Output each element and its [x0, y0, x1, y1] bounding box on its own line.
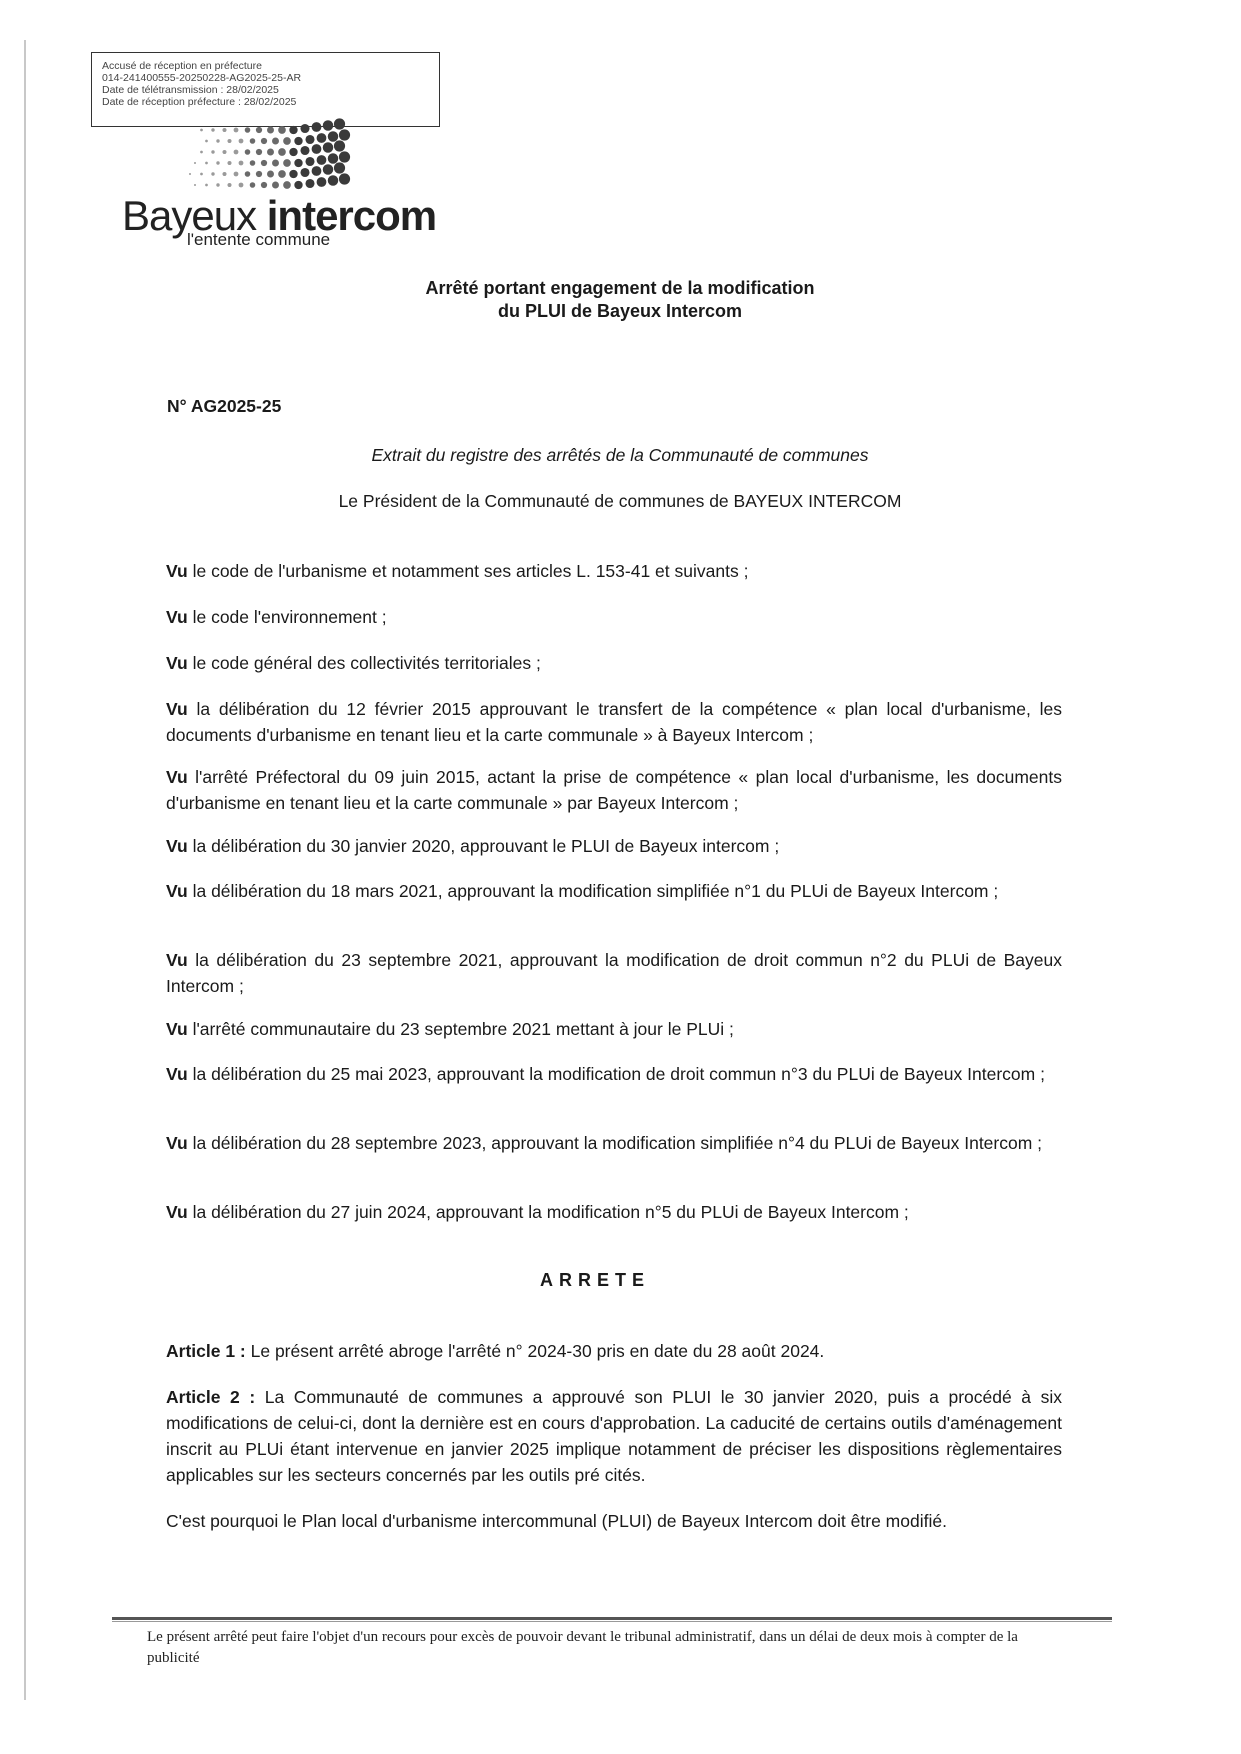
- consideration-2: Vu le code l'environnement ;: [166, 607, 387, 627]
- consideration-11: Vu la délibération du 28 septembre 2023, approuvant la modification simplifiée n°4 du PLUi de Bayeux Intercom ;: [166, 1133, 1043, 1153]
- logo-name-bold: intercom: [266, 192, 437, 239]
- logo-tagline: l'entente commune: [187, 230, 331, 249]
- prefecture-receipt-stamp: [91, 52, 440, 127]
- consideration-8: Vu la délibération du 23 septembre 2021, approuvant la modification de droit commun n°2 du PLUi de Bayeux Intercom ;: [166, 950, 1062, 996]
- stamp-line: Accusé de réception en préfecture: [102, 60, 262, 72]
- consideration-9: Vu l'arrêté communautaire du 23 septembre 2021 mettant à jour le PLUi ;: [166, 1019, 734, 1039]
- stamp-line: Date de réception préfecture : 28/02/2025: [102, 96, 297, 108]
- article-2: Article 2 : La Communauté de communes a approuvé son PLUI le 30 janvier 2020, puis a procédé à six modifications de celui-ci, dont la dernière est en cours d'approbation. La caducité de certains outils d'aménagement inscrit au PLUi étant intervenue en janvier 2025 implique notamment de préciser les dispositions règlementaires applicables sur les secteurs concernés par les outils pré cités.: [166, 1387, 1062, 1485]
- stamp-line: 014-241400555-20250228-AG2025-25-AR: [102, 72, 302, 84]
- register-extract: Extrait du registre des arrêtés de la Communauté de communes: [371, 445, 869, 465]
- consideration-7: Vu la délibération du 18 mars 2021, approuvant la modification simplifiée n°1 du PLUi de Bayeux Intercom ;: [166, 881, 999, 901]
- footer-rule-thin: [112, 1621, 1112, 1622]
- document-title-line-1: Arrêté portant engagement de la modification: [425, 278, 815, 298]
- consideration-6: Vu la délibération du 30 janvier 2020, approuvant le PLUI de Bayeux intercom ;: [166, 836, 780, 856]
- consideration-10: Vu la délibération du 25 mai 2023, approuvant la modification de droit commun n°3 du PLUi de Bayeux Intercom ;: [166, 1064, 1045, 1084]
- footer-legal-notice: Le présent arrêté peut faire l'objet d'un recours pour excès de pouvoir devant le tribunal administratif, dans un délai de deux mois à compter de la publicité: [147, 1629, 1018, 1666]
- consideration-3: Vu le code général des collectivités territoriales ;: [166, 653, 541, 673]
- consideration-5: Vu l'arrêté Préfectoral du 09 juin 2015, actant la prise de compétence « plan local d'urbanisme, les documents d'urbanisme en tenant lieu et la carte communale » par Bayeux Intercom ;: [166, 767, 1062, 813]
- consideration-12: Vu la délibération du 27 juin 2024, approuvant la modification n°5 du PLUi de Bayeux Intercom ;: [166, 1202, 909, 1222]
- scan-edge: [24, 40, 26, 1700]
- consideration-1: Vu le code de l'urbanisme et notamment ses articles L. 153-41 et suivants ;: [166, 561, 749, 581]
- logo-name-regular: Bayeux: [122, 192, 257, 239]
- arrete-heading: ARRETE: [540, 1270, 651, 1290]
- logo-dots-icon: [180, 118, 360, 198]
- consideration-4: Vu la délibération du 12 février 2015 approuvant le transfert de la compétence « plan local d'urbanisme, les documents d'urbanisme en tenant lieu et la carte communale » à Bayeux Intercom ;: [166, 699, 1062, 745]
- document-title-line-2: du PLUI de Bayeux Intercom: [497, 301, 743, 321]
- president-line: Le Président de la Communauté de communes de BAYEUX INTERCOM: [338, 491, 902, 511]
- stamp-line: Date de télétransmission : 28/02/2025: [102, 84, 279, 96]
- article-1: Article 1 : Le présent arrêté abroge l'arrêté n° 2024-30 pris en date du 28 août 2024.: [166, 1341, 825, 1361]
- conclusion: C'est pourquoi le Plan local d'urbanisme intercommunal (PLUI) de Bayeux Intercom doit être modifié.: [166, 1511, 947, 1531]
- decree-number: N° AG2025-25: [167, 396, 282, 416]
- footer-rule: [112, 1617, 1112, 1620]
